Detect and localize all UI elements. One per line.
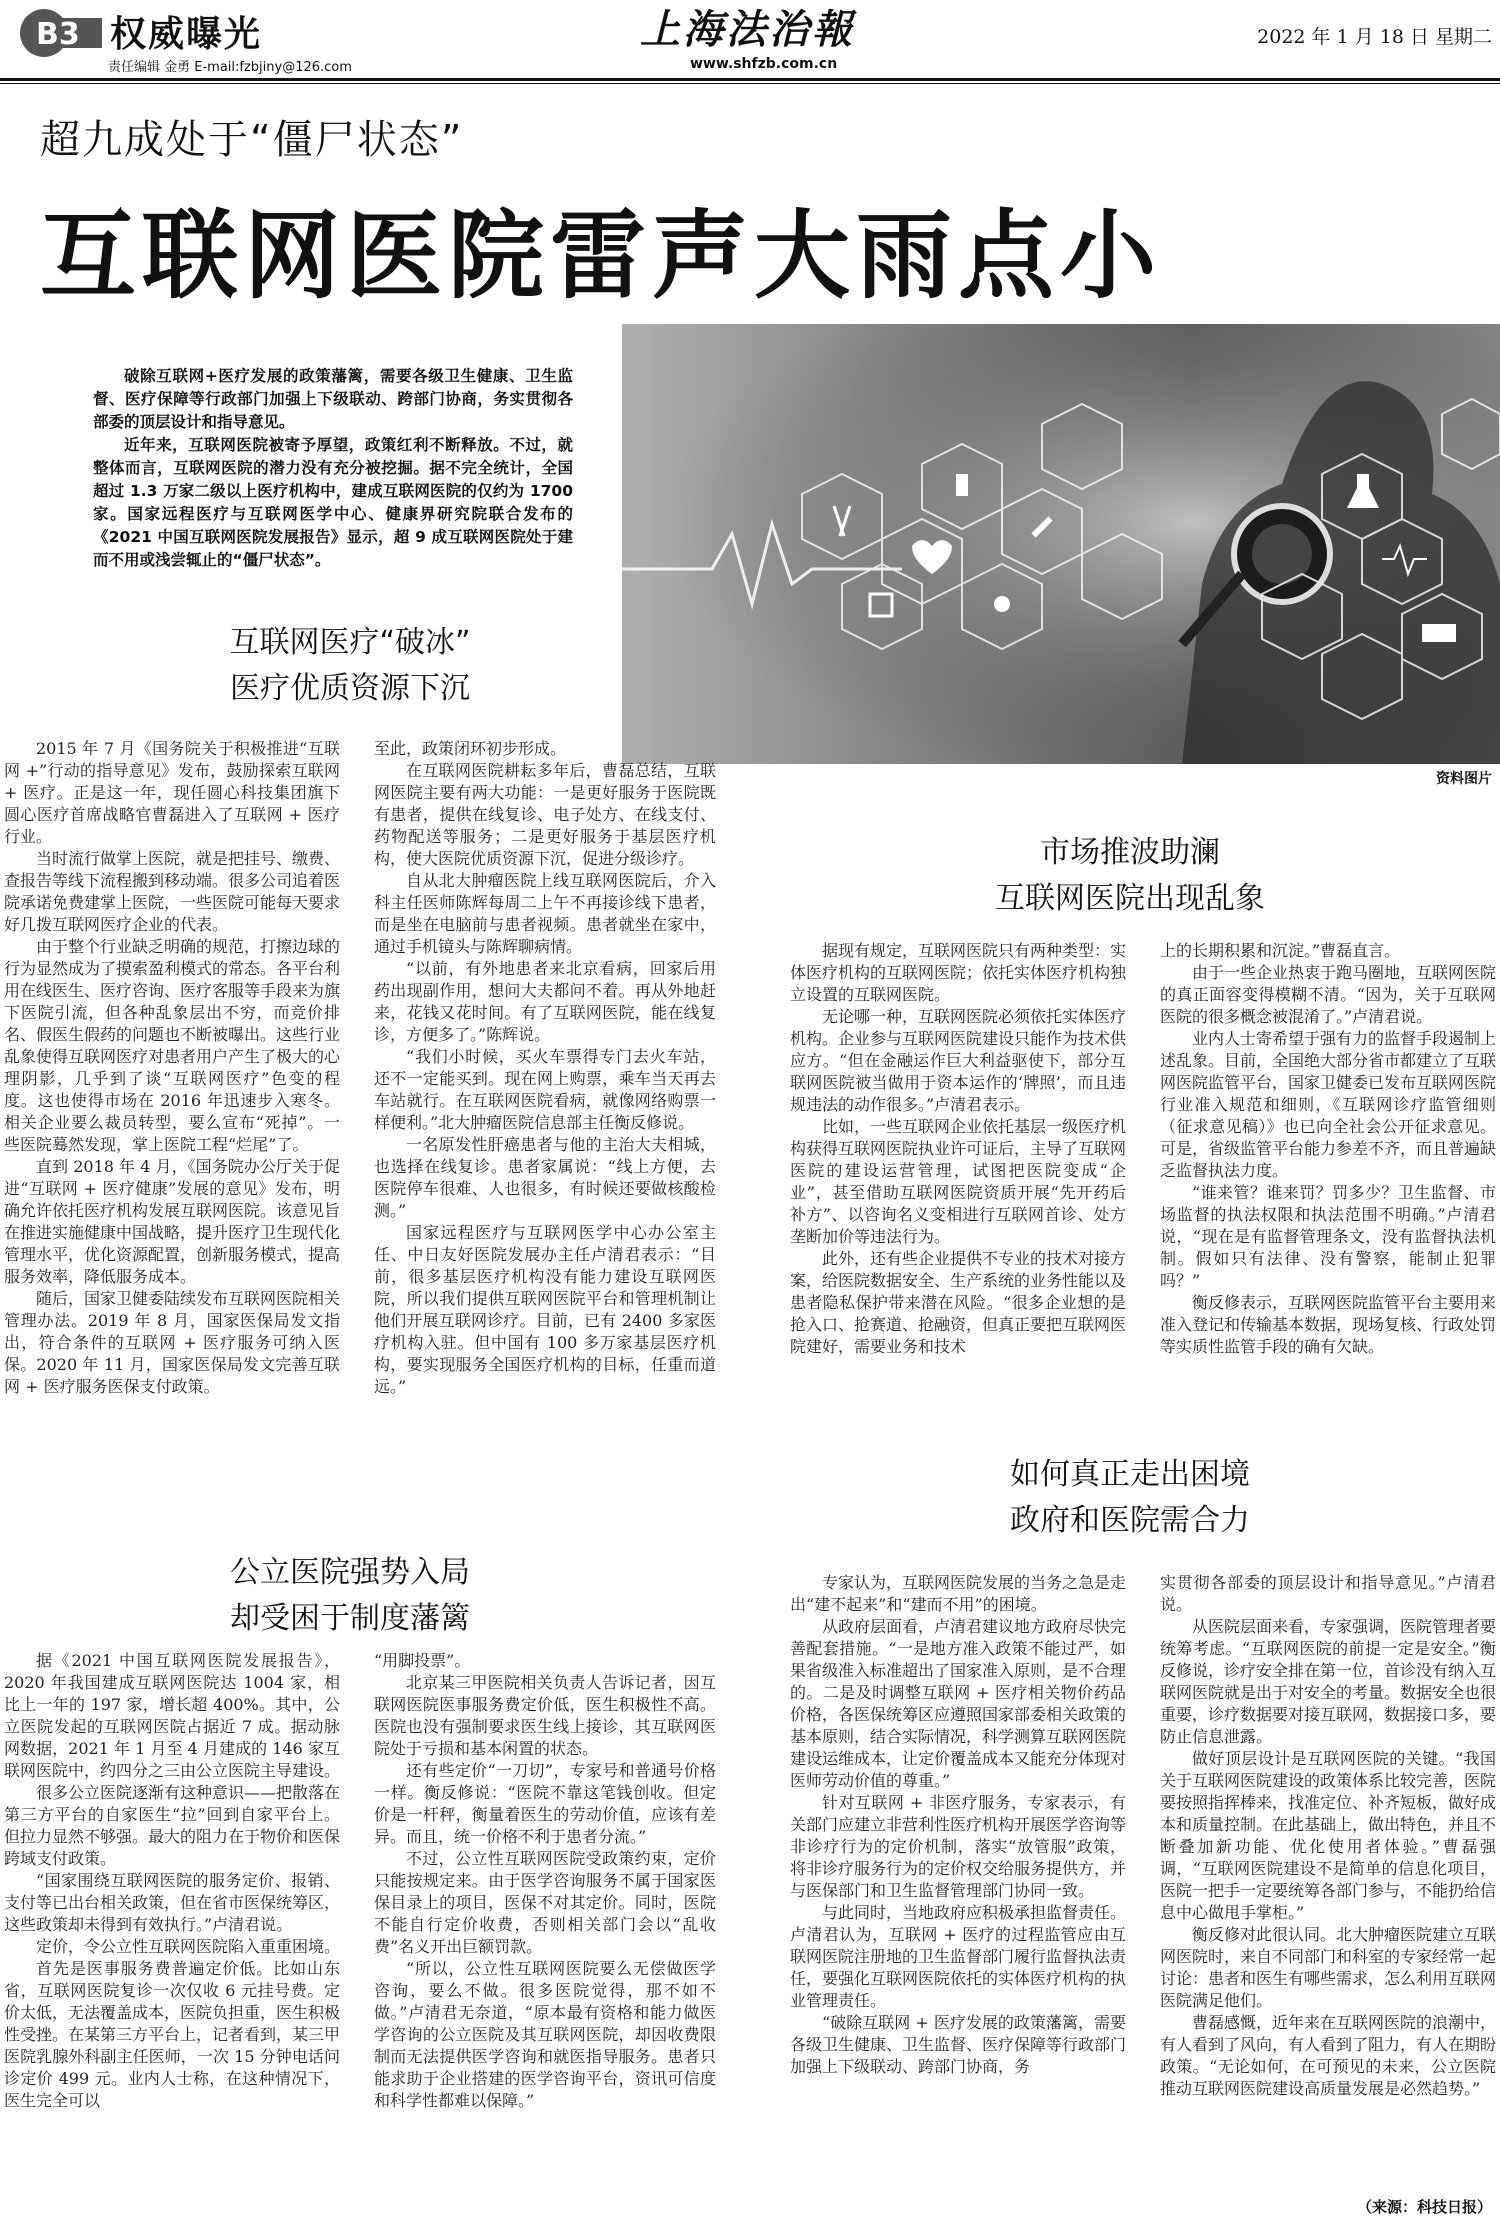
editor-credit: 责任编辑 金勇 E-mail:fzbjiny@126.com <box>108 60 352 75</box>
lead-paragraphs <box>93 365 573 572</box>
paragraph: 2015 年 7 月《国务院关于积极推进“互联网 +”行动的指导意见》发布，鼓励探索互联网 + 医疗。正是这一年，现任圆心科技集团旗下圆心医疗首席战略官曹磊进入了互联网 + 医疗行业。 <box>4 739 340 846</box>
section-title: 权威曝光 <box>110 14 263 55</box>
paragraph: 专家认为，互联网医院发展的当务之急是走出“建不起来”和“建而不用”的困境。 <box>790 1573 1127 1614</box>
article-column <box>374 1650 716 2112</box>
section-heading-line: 如何真正走出困境 <box>1010 1457 1250 1492</box>
paragraph: 据《2021 中国互联网医院发展报告》，2020 年我国建成互联网医院达 1004 家，相比上一年的 197 家，增长超 400%。其中，公立医院发起的互联网医院占据近 7 成。据动脉网数据，2021 年 1 月至 4 月建成的 146 家互联网医院中，约四分之三由公立医院主导建设。 <box>4 1651 341 1780</box>
paragraph: 针对互联网 + 非医疗服务，专家表示，有关部门应建立非营利性医疗机构开展医学咨询等非诊疗行为的定价机制，落实“放管服”政策，将非诊疗服务行为的定价权交给服务提供方，并与医保部门和卫生监督管理部门协同一致。 <box>790 1793 1127 1900</box>
article-column <box>1160 1572 1496 2100</box>
article-column <box>374 738 716 1398</box>
paragraph: 据现有规定，互联网医院只有两种类型：实体医疗机构的互联网医院；依托实体医疗机构独立设置的互联网医院。 <box>790 941 1127 1004</box>
article-photo <box>622 324 1500 764</box>
paragraph: 由于一些企业热衷于跑马圈地，互联网医院的真正面容变得模糊不清。“因为，关于互联网医院的很多概念被混淆了。”卢清君说。 <box>1160 963 1497 1026</box>
section-heading-line: 医疗优质资源下沉 <box>230 671 470 706</box>
paragraph: “所以，公立性互联网医院要么无偿做医学咨询，要么不做。很多医院觉得，那不如不做。”卢清君无奈道，“原本最有资格和能力做医学咨询的公立医院及其互联网医院，却因收费限制而无法提供医学咨询和就医指导服务。患者只能求助于企业搭建的医学咨询平台，资讯可信度和科学性都难以保障。” <box>374 1959 716 2110</box>
paragraph: 北京某三甲医院相关负责人告诉记者，因互联网医院医事服务费定价低，医生积极性不高。医院也没有强制要求医生线上接诊，其互联网医院处于亏损和基本闲置的状态。 <box>374 1673 716 1758</box>
section-heading-line: 公立医院强势入局 <box>230 1555 470 1590</box>
paragraph: 此外，还有些企业提供不专业的技术对接方案，给医院数据安全、生产系统的业务性能以及患者隐私保护带来潜在风险。“很多企业想的是抢入口、抢赛道、抢融资，但真正要把互联网医院建好，需要业务和技术 <box>790 1249 1127 1356</box>
lead-paragraph: 近年来，互联网医院被寄予厚望，政策红利不断释放。不过，就整体而言，互联网医院的潜力没有充分被挖掘。据不完全统计，全国超过 1.3 万家二级以上医疗机构中，建成互联网医院的仅约为 1700 家。国家远程医疗与互联网医学中心、健康界研究院联合发布的《2021 中国互联网医院发展报告》显示，超 9 成互联网医院处于建而不用或浅尝辄止的“僵尸状态”。 <box>93 436 573 569</box>
article-column <box>790 940 1126 1358</box>
paragraph: 自从北大肿瘤医院上线互联网医院后，介入科主任医师陈辉每周二上午不再接诊线下患者，而是坐在电脑前与患者视频。患者就坐在家中，通过手机镜头与陈辉聊病情。 <box>374 871 716 956</box>
paragraph: 实贯彻各部委的顶层设计和指导意见。”卢清君说。 <box>1160 1573 1496 1614</box>
pill-icon <box>994 596 1010 612</box>
page-number: B3 <box>36 17 80 52</box>
article-column <box>790 1572 1126 2078</box>
paragraph: 与此同时，当地政府应积极承担监督责任。卢清君认为，互联网 + 医疗的过程监管应由互联网医院注册地的卫生监督部门履行监督执法责任，要强化互联网医院依托的实体医疗机构的执业管理责任。 <box>790 1903 1127 2010</box>
paragraph: 衡反修对此很认同。北大肿瘤医院建立互联网医院时，来自不同部门和科室的专家经常一起讨论：患者和医生有哪些需求，怎么利用互联网医院满足他们。 <box>1160 1925 1497 2010</box>
section-heading-line: 政府和医院需合力 <box>1010 1503 1250 1538</box>
page-badge <box>14 8 106 58</box>
section-heading <box>930 1452 1330 1544</box>
section-heading-line: 互联网医疗“破冰” <box>229 625 471 660</box>
flask-icon <box>956 474 968 496</box>
paragraph: “用脚投票”。 <box>374 1651 471 1670</box>
header-rule <box>0 78 1500 81</box>
medical-hexagon-illustration <box>622 324 1500 764</box>
paragraph: 还有些定价“一刀切”，专家号和普通号价格一样。衡反修说：“医院不靠这笔钱创收。但定价是一杆秤，衡量着医生的劳动价值，应该有差异。而且，统一价格不利于患者分流。” <box>374 1761 716 1846</box>
section-heading <box>930 830 1330 922</box>
paragraph: 当时流行做掌上医院，就是把挂号、缴费、查报告等线下流程搬到移动端。很多公司追着医院承诺免费建掌上医院，一些医院可能每天要求好几拨互联网医疗企业的代表。 <box>4 849 341 934</box>
photo-caption: 资料图片 <box>1436 771 1492 787</box>
headline: 互联网医院雷声大雨点小 <box>40 200 1162 312</box>
paragraph: 在互联网医院耕耘多年后，曹磊总结，互联网医院主要有两大功能：一是更好服务于医院既有患者，提供在线复诊、电子处方、在线支付、药物配送等服务；二是更好服务于基层医疗机构，使大医院优质资源下沉，促进分级诊疗。 <box>374 761 716 868</box>
section-heading <box>150 620 550 712</box>
article-column <box>4 738 340 1398</box>
lead-paragraph: 破除互联网+医疗发展的政策藩篱，需要各级卫生健康、卫生监督、医疗保障等行政部门加强上下级联动、跨部门协商，务实贯彻各部委的顶层设计和指导意见。 <box>93 367 573 431</box>
article-column <box>1160 940 1496 1358</box>
section-heading-line: 却受困于制度藩篱 <box>230 1601 470 1636</box>
paragraph: 无论哪一种，互联网医院必须依托实体医疗机构。企业参与互联网医院建设只能作为技术供应方。“但在金融运作巨大利益驱使下，部分互联网医院被当做用于资本运作的‘牌照’，而且违规违法的动作很多。”卢清君表示。 <box>790 1007 1127 1114</box>
paragraph: 很多公立医院逐渐有这种意识——把散落在第三方平台的自家医生“拉”回到自家平台上。但拉力显然不够强。最大的阻力在于物价和医保跨域支付政策。 <box>4 1783 341 1868</box>
paragraph: 做好顶层设计是互联网医院的关键。“我国关于互联网医院建设的政策体系比较完善，医院要按照指挥棒来，找准定位、补齐短板，做好成本和质量控制。在此基础上，做出特色，并且不断叠加新功能、优化使用者体验。”曹磊强调，“互联网医院建设不是简单的信息化项目，医院一把手一定要统筹各部门参与，不能扔给信息中心做甩手掌柜。” <box>1160 1749 1497 1922</box>
paragraph: 国家远程医疗与互联网医学中心办公室主任、中日友好医院发展办主任卢清君表示：“目前，很多基层医疗机构没有能力建设互联网医院，所以我们提供互联网医院平台和管理机制让他们开展互联网诊疗。目前，已有 2400 多家医疗机构入驻。但中国有 100 多万家基层医疗机构，要实现服务全国医疗机构的目标，任重而道远。” <box>374 1223 716 1396</box>
issue-date: 2022 年 1 月 18 日 星期二 <box>1257 26 1492 48</box>
ambulance-icon <box>1422 624 1456 642</box>
paragraph: “我们小时候，买火车票得专门去火车站，还不一定能买到。现在网上购票，乘车当天再去车站就行。在互联网医院看病，就像网络购票一样便利。”北大肿瘤医院信息部主任衡反修说。 <box>374 1047 716 1132</box>
header-rule-thin <box>0 83 1500 84</box>
newspaper-logo: 上海法治報 <box>640 6 855 53</box>
paragraph: 从医院层面来看，专家强调，医院管理者要统筹考虑。“互联网医院的前提一定是安全。”衡反修说，诊疗安全排在第一位，首诊没有纳入互联网医院就是出于对安全的考量。数据安全也很重要，诊疗数据要对接互联网，数据接口多，要防止信息泄露。 <box>1160 1617 1497 1746</box>
paragraph: 一名原发性肝癌患者与他的主治大夫相城，也选择在线复诊。患者家属说：“线上方便，去医院停车很难、人也很多，有时候还要做核酸检测。” <box>374 1135 716 1220</box>
paragraph: 业内人士寄希望于强有力的监督手段遏制上述乱象。目前，全国绝大部分省市都建立了互联网医院监管平台，国家卫健委已发布互联网医院行业准入规范和细则，《互联网诊疗监管细则（征求意见稿）》也已向全社会公开征求意见。可是，省级监管平台能力参差不齐，而且普遍缺乏监督执法力度。 <box>1160 1029 1497 1180</box>
paragraph: 至此，政策闭环初步形成。 <box>374 739 567 758</box>
paragraph: 定价，令公立性互联网医院陷入重重困境。 <box>36 1937 341 1956</box>
paragraph: 衡反修表示，互联网医院监管平台主要用来准入登记和传输基本数据，现场复核、行政处罚等实质性监管手段的确有欠缺。 <box>1160 1293 1497 1356</box>
paragraph: 上的长期积累和沉淀。”曹磊直言。 <box>1160 941 1401 960</box>
article-column <box>4 1650 340 2112</box>
paragraph: 不过，公立性互联网医院受政策约束，定价只能按规定来。由于医学咨询服务不属于国家医保目录上的项目，医保不对其定价。同时，医院不能自行定价收费，否则相关部门会以“乱收费”名义开出巨额罚款。 <box>374 1849 716 1956</box>
kicker-title: 超九成处于“僵尸状态” <box>40 117 464 163</box>
section-heading-line: 互联网医院出现乱象 <box>995 881 1265 916</box>
paragraph: 比如，一些互联网企业依托基层一级医疗机构获得互联网医院执业许可证后，主导了互联网医院的建设运营管理，试图把医院变成“企业”，甚至借助互联网医院资质开展“先开药后补方”、以咨询名义变相进行互联网首诊、处方垄断加价等违法行为。 <box>790 1117 1127 1246</box>
paragraph: 从政府层面看，卢清君建议地方政府尽快完善配套措施。“一是地方准入政策不能过严，如果省级准入标准超出了国家准入原则，是不合理的。二是及时调整互联网 + 医疗相关物价药品价格，各医保统筹区应遵照国家部委相关政策的基本原则，结合实际情况，科学测算互联网医院建设运维成本，让定价覆盖成本又能充分体现对医师劳动价值的尊重。” <box>790 1617 1127 1790</box>
paragraph: 由于整个行业缺乏明确的规范，打擦边球的行为显然成为了摸索盈利模式的常态。各平台利用在线医生、医疗咨询、医疗客服等手段来为旗下医院引流，但各种乱象层出不穷，而竞价排名、假医生假药的问题也不断被曝出。这些行业乱象使得互联网医疗对患者用户产生了极大的心理阴影，几乎到了谈“互联网医疗”色变的程度。这也使得市场在 2016 年迅速步入寒冬。相关企业要么裁员转型，要么宣布“死掉”。一些医院蓦然发现，掌上医院工程“烂尾”了。 <box>4 937 341 1154</box>
paragraph: “谁来管？谁来罚？罚多少？卫生监督、市场监督的执法权限和执法范围不明确。”卢清君说，“现在是有监督管理条文，没有监督执法机制。假如只有法律、没有警察，能制止犯罪吗？” <box>1160 1183 1496 1290</box>
section-heading <box>150 1550 550 1642</box>
paragraph: 曹磊感慨，近年来在互联网医院的浪潮中，有人看到了风向，有人看到了阻力，有人在期盼政策。“无论如何，在可预见的未来，公立医院推动互联网医院建设高质量发展是必然趋势。” <box>1160 2013 1497 2098</box>
paragraph: “破除互联网 + 医疗发展的政策藩篱，需要各级卫生健康、卫生监督、医疗保障等行政部门加强上下级联动、跨部门协商，务 <box>790 2013 1127 2076</box>
paragraph: 随后，国家卫健委陆续发布互联网医院相关管理办法。2019 年 8 月，国家医保局发文指出，符合条件的互联网 + 医疗服务可纳入医保。2020 年 11 月，国家医保局发文完善互联网 + 医疗服务医保支付政策。 <box>4 1289 341 1396</box>
section-heading-line: 市场推波助澜 <box>1040 835 1220 870</box>
paragraph: “以前，有外地患者来北京看病，回家后用药出现副作用，想问大夫都问不着。再从外地赶来，花钱又花时间。有了互联网医院，能在线复诊，方便多了。”陈辉说。 <box>374 959 716 1044</box>
paragraph: 首先是医事服务费普遍定价低。比如山东省，互联网医院复诊一次仅收 6 元挂号费。定价太低，无法覆盖成本，医院负担重，医生积极性受挫。在某第三方平台上，记者看到，某三甲医院乳腺外科副主任医师，一次 15 分钟电话问诊定价 499 元。业内人士称，在这种情况下，医生完全可以 <box>4 1959 341 2110</box>
paragraph: “国家围绕互联网医院的服务定价、报销、支付等已出台相关政策，但在省市医保统筹区，这些政策却未得到有效执行。”卢清君说。 <box>4 1871 341 1934</box>
source-credit: （来源：科技日报） <box>1356 2198 1492 2216</box>
newspaper-url: www.shfzb.com.cn <box>690 56 838 72</box>
paragraph: 直到 2018 年 4 月，《国务院办公厅关于促进“互联网 + 医疗健康”发展的意见》发布，明确允许依托医疗机构发展互联网医院。该意见旨在推进实施健康中国战略，提升医疗卫生现代化管理水平，优化资源配置，创新服务模式，提高服务效率，降低服务成本。 <box>4 1157 341 1286</box>
